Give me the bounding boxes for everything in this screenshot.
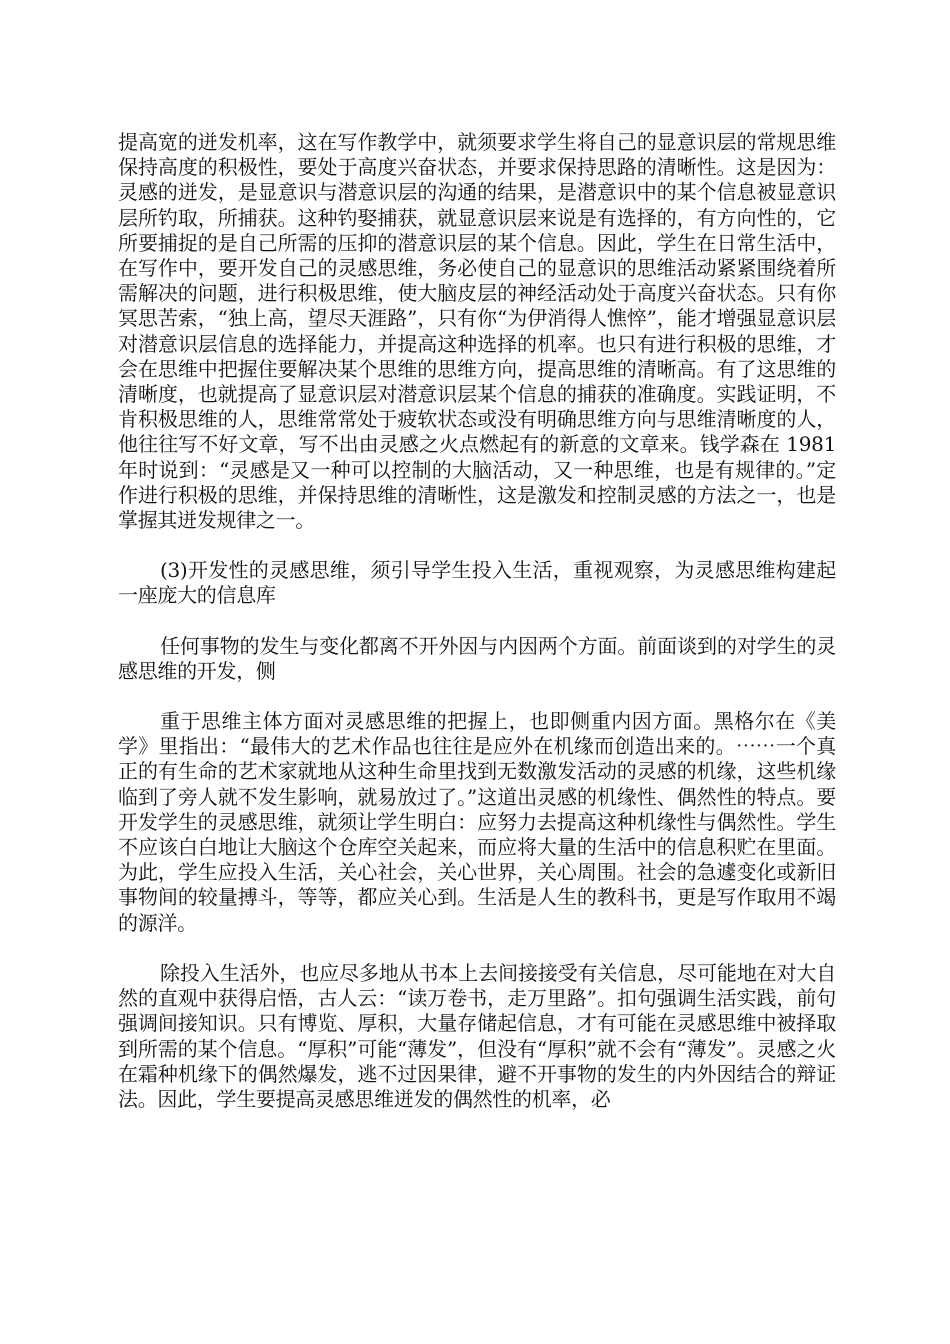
paragraph-1: 提高宽的迸发机率，这在写作教学中，就须要求学生将自己的显意识层的常规思维保持高度的积极性，要处于高度兴奋状态，并要求保持思路的清晰性。这是因为：灵感的迸发，是显意识与潜意识层的沟通的结果，是潜意识中的某个信息被显意识层所钓取，所捕获。这种钓娶捕获，就显意识层来说是有选择的，有方向性的，它所要捕捉的是自己所需的压抑的潜意识层的某个信息。因此，学生在日常生活中，在写作中，要开发自己的灵感思维，务必使自己的显意识的思维活动紧紧围绕着所需解决的问题，进行积极思维，使大脑皮层的神经活动处于高度兴奋状态。只有你冥思苦索，“独上高，望尽天涯路”，只有你“为伊消得人憔悴”，能才增强显意识层对潜意识层信息的选择能力，并提高这种选择的机率。也只有进行积极的思维，才会在思维中把握住要解决某个思维的思维方向，提高思维的清晰高。有了这思维的清晰度，也就提高了显意识层对潜意识层某个信息的捕获的准确度。实践证明，不肯积极思维的人，思维常常处于疲软状态或没有明确思维方向与思维清晰度的人，他往往写不好文章，写不出由灵感之火点燃起有的新意的文章来。钱学森在 1981 年时说到：“灵感是又一种可以控制的大脑活动，又一种思维，也是有规律的。”定作进行积极的思维，并保持思维的清晰性，这是激发和控制灵感的方法之一，也是掌握其迸发规律之一。 [118, 130, 836, 533]
document-body [118, 130, 836, 1112]
paragraph-3: 重于思维主体方面对灵感思维的把握上，也即侧重内因方面。黑格尔在《美学》里指出：“最伟大的艺术作品也往往是应外在机缘而创造出来的。⋯⋯一个真正的有生命的艺术家就地从这种生命里找到无数激发活动的灵感的机缘，这些机缘临到了旁人就不发生影响，就易放过了。”这道出灵感的机缘性、偶然性的特点。要开发学生的灵感思维，就须让学生明白：应努力去提高这种机缘性与偶然性。学生不应该白白地让大脑这个仓库空关起来，而应将大量的生活中的信息积贮在里面。为此，学生应投入生活，关心社会，关心世界，关心周围。社会的急遽变化或新旧事物间的较量搏斗，等等，都应关心到。生活是人生的教科书，更是写作取用不竭的源洋。 [118, 709, 836, 935]
section-heading: (3)开发性的灵感思维，须引导学生投入生活，重视观察，为灵感思维构建起一座庞大的信息库 [118, 558, 836, 608]
paragraph-2: 任何事物的发生与变化都离不开外因与内因两个方面。前面谈到的对学生的灵感思维的开发，侧 [118, 633, 836, 683]
paragraph-4: 除投入生活外，也应尽多地从书本上去间接接受有关信息，尽可能地在对大自然的直观中获得启悟，古人云：“读万卷书，走万里路”。扣句强调生活实践，前句强调间接知识。只有博览、厚积，大量存储起信息，才有可能在灵感思维中被择取到所需的某个信息。“厚积”可能“薄发”，但没有“厚积”就不会有“薄发”。灵感之火在霜种机缘下的偶然爆发，逃不过因果律，避不开事物的发生的内外因结合的辩证法。因此，学生要提高灵感思维迸发的偶然性的机率，必 [118, 960, 836, 1111]
